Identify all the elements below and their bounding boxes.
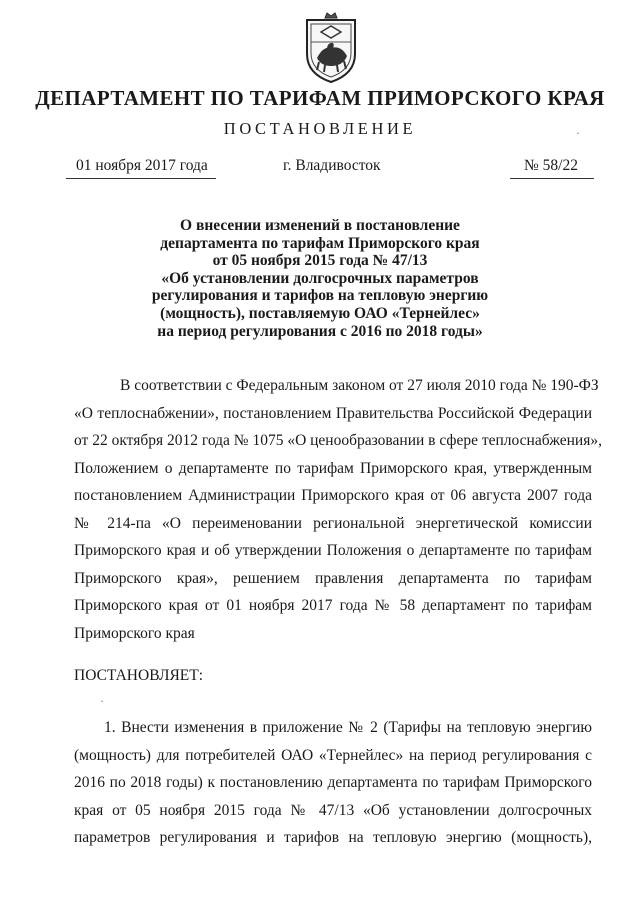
text-line: края от 05 ноября 2015 года № 47/13 «Об установлении долгосрочных xyxy=(74,801,592,819)
text-line: Приморского края и об утверждении Положения о департаменте по тарифам xyxy=(74,542,592,559)
heading-line: «Об установлении долгосрочных параметров xyxy=(161,269,479,287)
text-line: параметров регулирования и тарифов на тепловую энергию (мощность), xyxy=(74,829,592,846)
decree-heading xyxy=(60,217,580,340)
text-line: № 214-па «О переименовании региональной энергетической комиссии xyxy=(74,514,592,532)
decree-number: № 58/22 xyxy=(524,157,578,174)
point-1-paragraph xyxy=(74,714,592,852)
text-line: 2016 по 2018 годы) к постановлению департамента по тарифам Приморского xyxy=(74,774,592,791)
heading-line: на период регулирования с 2016 по 2018 годы» xyxy=(157,322,483,340)
text-line: «О теплоснабжении», постановлением Правительства Российской Федерации xyxy=(74,404,592,422)
resolves-label: ПОСТАНОВЛЯЕТ: xyxy=(74,667,204,684)
heading-line: департамента по тарифам Приморского края xyxy=(160,234,480,252)
text-line: В соответствии с Федеральным законом от 27 июля 2010 года № 190-ФЗ xyxy=(120,377,599,394)
decree-label: ПОСТАНОВЛЕНИЕ xyxy=(223,119,417,138)
text-line: 1. Внести изменения в приложение № 2 (Тарифы на тепловую энергию xyxy=(104,719,592,736)
text-line: постановлением Администрации Приморского края от 06 августа 2007 года xyxy=(74,487,592,504)
text-line: Положением о департаменте по тарифам Приморского края, утвержденным xyxy=(74,459,592,477)
heading-line: (мощность), поставляемую ОАО «Тернейлес» xyxy=(160,304,480,322)
number-underline xyxy=(510,178,594,179)
date-underline xyxy=(66,178,216,179)
preamble-paragraph xyxy=(74,372,602,647)
text-line: Приморского края», решением правления департамента по тарифам xyxy=(74,569,592,587)
coat-of-arms-icon xyxy=(297,12,365,84)
decree-date: 01 ноября 2017 года xyxy=(76,157,208,174)
department-title: ДЕПАРТАМЕНТ ПО ТАРИФАМ ПРИМОРСКОГО КРАЯ xyxy=(35,86,605,110)
text-line: Приморского края xyxy=(74,624,195,642)
decree-city: г. Владивосток xyxy=(283,157,381,174)
text-line: от 22 октября 2012 года № 1075 «О ценообразовании в сфере теплоснабжения», xyxy=(74,432,602,449)
text-line: (мощность) для потребителей ОАО «Тернейлес» на период регулирования с xyxy=(74,746,592,764)
scan-speck: · xyxy=(576,126,580,140)
heading-line: регулирования и тарифов на тепловую энергию xyxy=(151,287,489,305)
text-line: Приморского края от 01 ноября 2017 года № 58 департамент по тарифам xyxy=(74,597,592,614)
heading-line: от 05 ноября 2015 года № 47/13 xyxy=(212,252,428,270)
heading-line: О внесении изменений в постановление xyxy=(180,217,460,234)
scan-speck: · xyxy=(100,694,104,708)
